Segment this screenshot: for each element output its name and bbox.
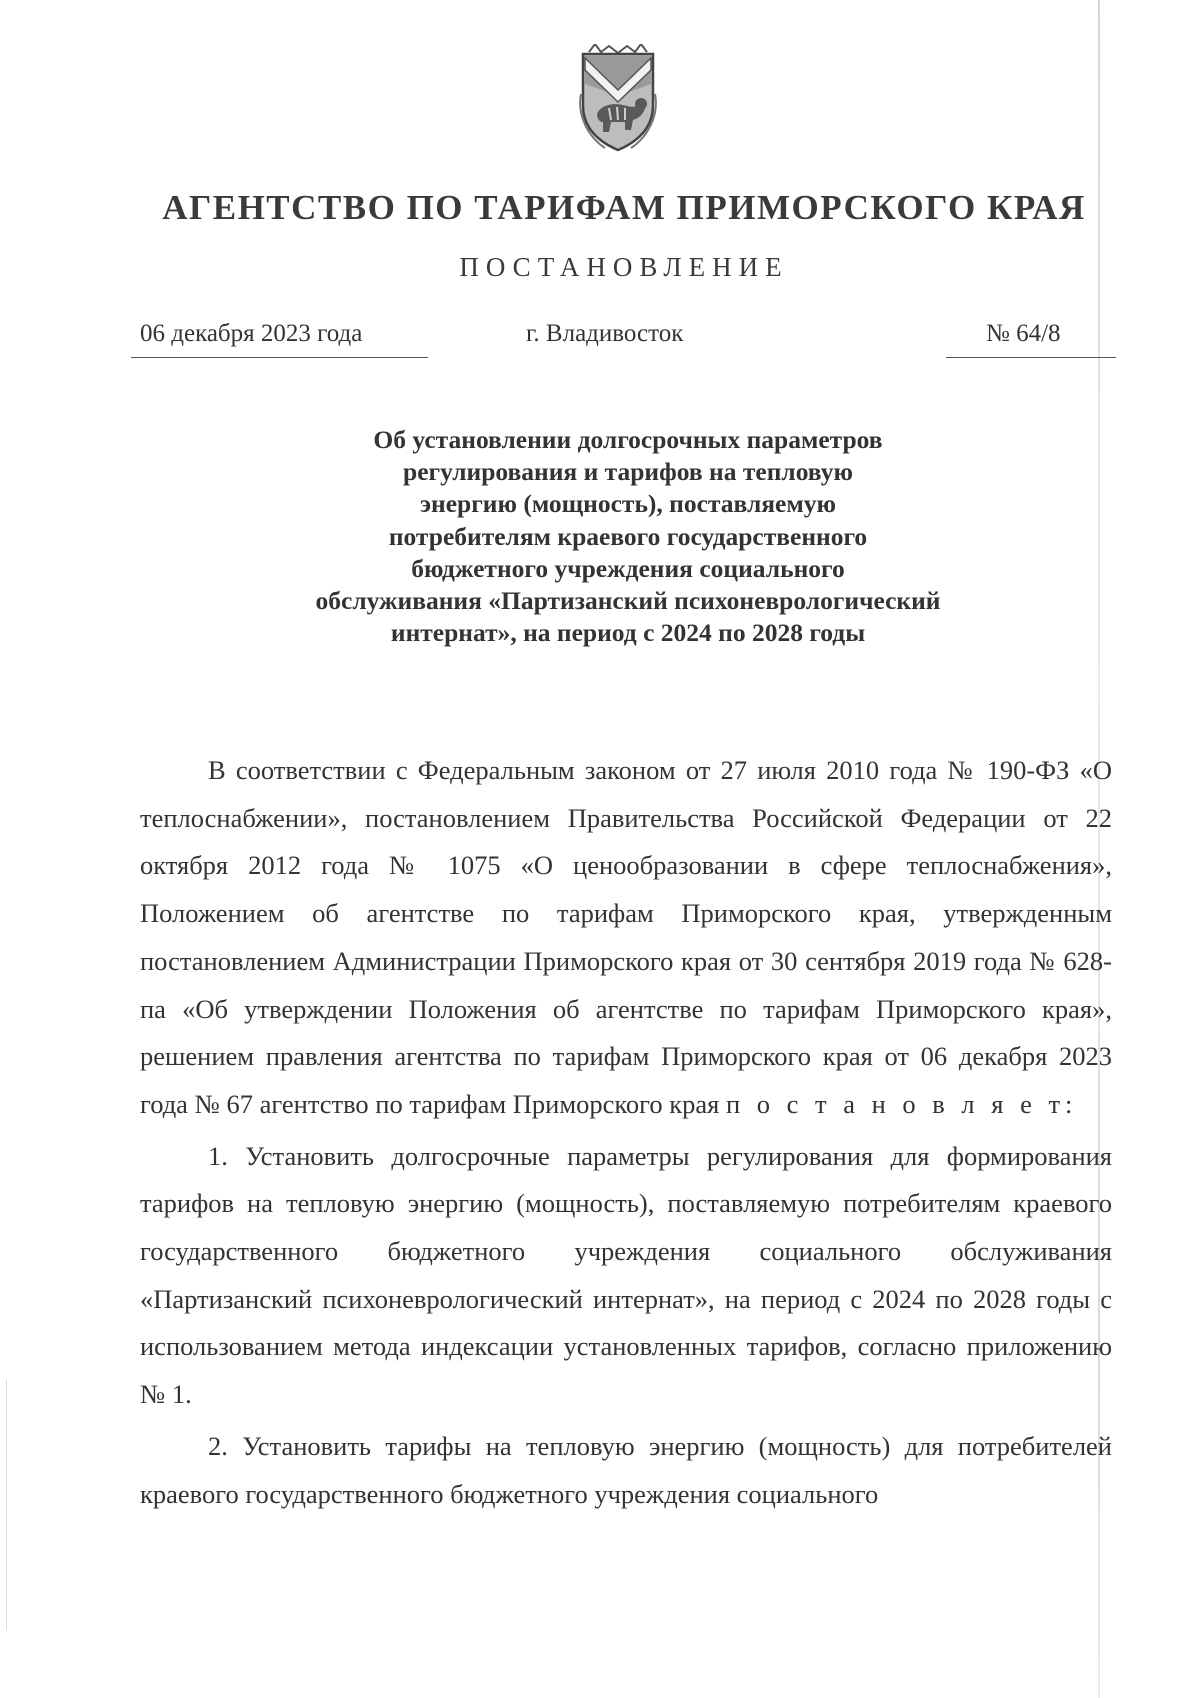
- primorsky-krai-coat-of-arms-icon: [575, 44, 661, 156]
- number-underline: [946, 357, 1116, 358]
- document-type: ПОСТАНОВЛЕНИЕ: [459, 252, 789, 282]
- title-line: Об установлении долгосрочных параметров: [373, 425, 883, 454]
- scan-edge-line-left: [6, 1380, 7, 1630]
- title-line: бюджетного учреждения социального: [411, 553, 845, 583]
- resolves-text: п о с т а н о в л я е т:: [725, 1088, 1078, 1119]
- document-city: г. Владивосток: [526, 320, 684, 347]
- agency-name: АГЕНТСТВО ПО ТАРИФАМ ПРИМОРСКОГО КРАЯ: [162, 188, 1086, 227]
- document-date: 06 декабря 2023 года: [140, 320, 363, 347]
- title-line: регулирования и тарифов на тепловую: [403, 457, 853, 487]
- document-number: № 64/8: [986, 320, 1061, 347]
- title-line: потребителям краевого государственного: [388, 521, 868, 551]
- title-line: интернат», на период с 2024 по 2028 годы: [390, 618, 866, 648]
- preamble-text: В соответствии с Федеральным законом от 27 июля 2010 года № 190-ФЗ «О теплоснабжении», постановлением Правительства Российской Федерации от 22 октября 2012 года № 1075 «О ценообразовании в сфере теплоснабжения», Положением об агентстве по тарифам Приморского края, утвержденным постановлением Администрации Приморского края от 30 сентября 2019 года № 628-па «Об утверждении Положения об агентстве по тарифам Приморского края», решением правления агентства по тарифам Приморского края от 06 декабря 2023 года № 67 агентство по тарифам Приморского края: [140, 755, 1112, 1119]
- title-line: энергию (мощность), поставляемую: [420, 489, 836, 519]
- item-2-paragraph: 2. Установить тарифы на тепловую энергию (мощность) для потребителей краевого государственного бюджетного учреждения социального: [140, 1430, 1112, 1509]
- title-line: обслуживания «Партизанский психоневрологический: [315, 586, 941, 616]
- preamble-paragraph: [140, 747, 1112, 1129]
- document-title: [0, 424, 1200, 649]
- date-underline: [131, 357, 428, 358]
- item-1-paragraph: 1. Установить долгосрочные параметры регулирования для формирования тарифов на тепловую энергию (мощность), поставляемую потребителям краевого государственного бюджетного учреждения социального обслуживания «Партизанский психоневрологический интернат», на период с 2024 по 2028 годы с использованием метода индексации установленных тарифов, согласно приложению № 1.: [140, 1140, 1112, 1410]
- document-body: [140, 747, 1112, 1518]
